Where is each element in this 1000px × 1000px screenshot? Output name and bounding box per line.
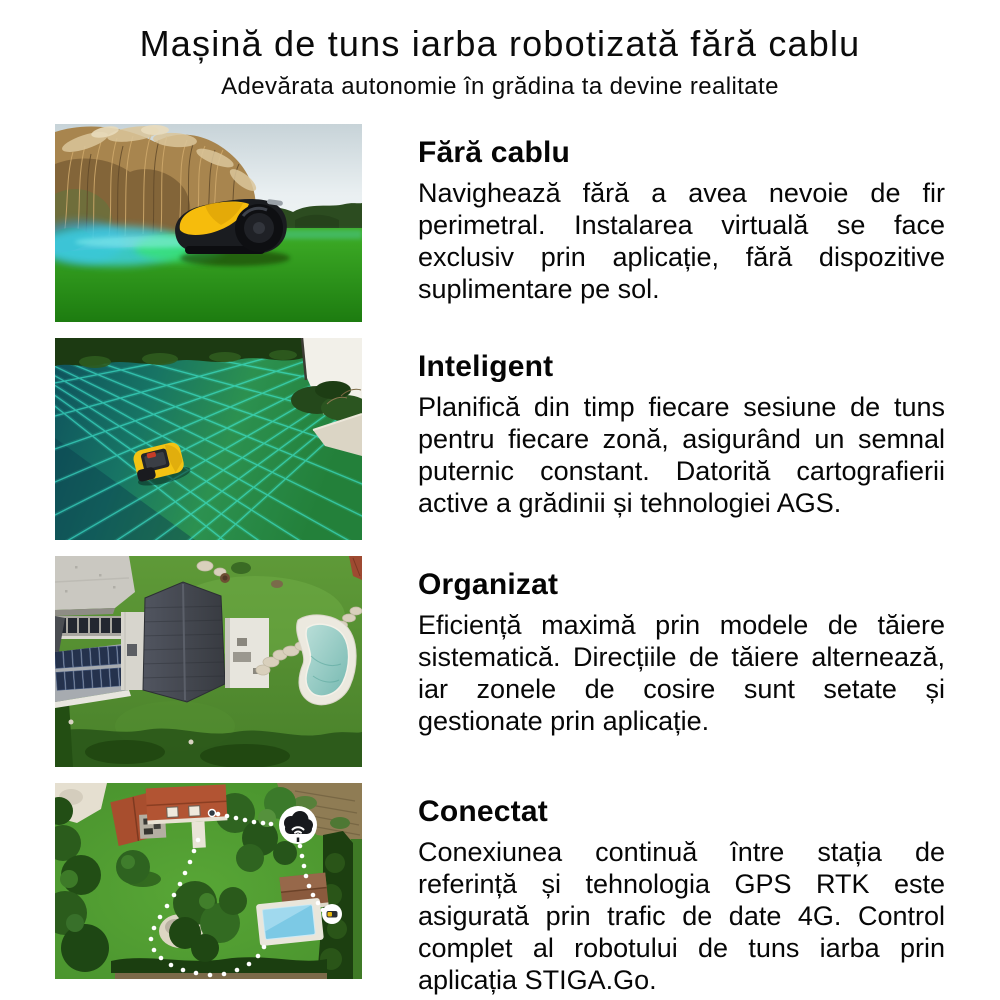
- pool: [297, 615, 357, 705]
- feature-text-fara-cablu: [418, 124, 945, 305]
- photo-connected-garden: [55, 783, 362, 979]
- page-subtitle: Adevărata autonomie în grădina ta devine realitate: [221, 73, 779, 101]
- page-header: [0, 0, 1000, 101]
- feature-heading: Inteligent: [418, 350, 554, 384]
- cloud-wifi-icon: [279, 806, 317, 844]
- base-station-marker: [209, 810, 216, 817]
- robot-mower-icon: [322, 904, 342, 924]
- photo-mapping-grid-lawn: [55, 338, 362, 540]
- pool: [256, 898, 324, 946]
- feature-row-conectat: [0, 783, 1000, 996]
- feature-body: Planifică din timp fiecare sesiune de tuns pentru fiecare zonă, asigurând un semnal puternic constant. Datorită cartografierii active a grădinii și tehnologiei AGS.: [418, 392, 945, 519]
- feature-body: Eficiență maximă prin modele de tăiere sistematică. Direcțiile de tăiere alternează, iar zonele de cosire sunt setate și gestionate prin aplicație.: [418, 610, 945, 737]
- robot-mower-lawn-illustration: [55, 124, 362, 322]
- page-title: Mașină de tuns iarba robotizată fără cablu: [139, 23, 861, 64]
- feature-body: Conexiunea continuă între stația de referință și tehnologia GPS RTK este asigurată prin trafic de date 4G. Control complet al robotului de tuns iarba prin aplicația STIGA.Go.: [418, 837, 945, 996]
- photo-robot-mower-lawn: [55, 124, 362, 322]
- connected-garden-illustration: [55, 783, 362, 979]
- feature-text-organizat: [418, 556, 945, 737]
- feature-row-organizat: [0, 556, 1000, 767]
- aerial-house-illustration: [55, 556, 362, 767]
- feature-heading: Conectat: [418, 795, 548, 829]
- feature-text-conectat: [418, 783, 945, 996]
- terrace: [225, 618, 269, 688]
- main-roof: [140, 582, 227, 702]
- photo-aerial-house-garden: [55, 556, 362, 767]
- feature-heading: Organizat: [418, 568, 559, 602]
- feature-row-inteligent: [0, 338, 1000, 540]
- feature-heading: Fără cablu: [418, 136, 571, 170]
- feature-row-fara-cablu: [0, 124, 1000, 322]
- feature-body: Navighează fără a avea nevoie de fir perimetral. Instalarea virtuală se face exclusiv prin aplicație, fără dispozitive suplimentare pe sol.: [418, 178, 945, 305]
- feature-text-inteligent: [418, 338, 945, 519]
- feature-list: [0, 124, 1000, 996]
- mapping-grid-illustration: [55, 338, 362, 540]
